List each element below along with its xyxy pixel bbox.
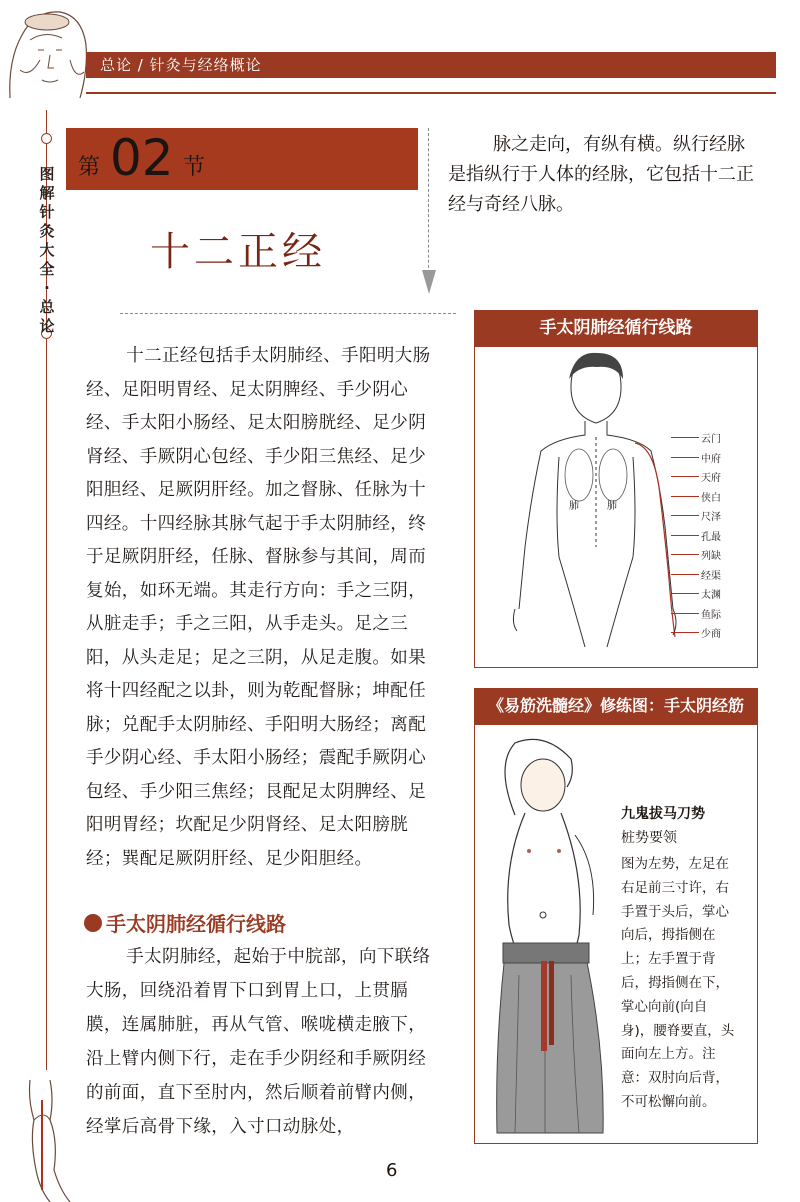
- pose-subtitle: 桩势要领: [621, 830, 677, 846]
- corner-face-illustration: [0, 0, 95, 100]
- bullet-dot-icon: [84, 914, 102, 932]
- acupoint-leader-line: [671, 515, 699, 516]
- lung-label-left: 肺: [569, 501, 579, 512]
- acupoint-label: 孔最: [701, 531, 721, 543]
- acupoint-leader-line: [671, 496, 699, 497]
- arrow-line: [428, 128, 430, 278]
- figure2-frame: [474, 724, 758, 1144]
- figure2-caption: 《易筋洗髓经》修练图：手太阴经筋: [474, 688, 758, 724]
- pose-description: 图为左势，左足在右足前三寸许，右手置于头后，掌心向后，拇指侧在上；左手置于背后，拇指侧在下，掌心向前(向自身)，腰脊要直，头面向左上方。注意：双肘向后背，不可松懈向前。: [621, 856, 735, 1110]
- intro-text: 脉之走向，有纵有横。纵行经脉是指纵行于人体的经脉，它包括十二正经与奇经八脉。: [448, 134, 754, 215]
- acupoint-leader-line: [671, 593, 699, 594]
- acupoint-leader-line: [671, 437, 699, 438]
- header-breadcrumb: 总论 / 针灸与经络概论: [100, 56, 262, 74]
- section-title: 十二正经: [150, 229, 326, 275]
- section-prefix: 第: [78, 155, 101, 180]
- acupoint-label: 尺泽: [701, 512, 721, 523]
- page-number: 6: [386, 1160, 398, 1181]
- body-paragraph-1: 十二正经包括手太阴肺经、手阳明大肠经、足阳明胃经、足太阴脾经、手少阴心经、手太阳小肠经、足太阳膀胱经、足少阴肾经、手厥阴心包经、手少阳三焦经、足少阳胆经、足厥阴肝经。加之督脉、任脉为十四经。十四经脉其脉气起于手太阴肺经，终于足厥阴肝经，任脉、督脉参与其间，周而复始，如环无端。其走行方向：手之三阴，从脏走手；手之三阳，从手走头。足之三阳，从头走足；足之三阴，从足走腹。如果将十四经配之以卦，则为乾配督脉；坤配任脉；兑配手太阴肺经、手阳明大肠经；离配手少阴心经、手太阳小肠经；震配手厥阴心包经、手少阳三焦经；艮配足太阴脾经、足阳明胃经；坎配足少阴肾经、足太阳膀胱经；巽配足厥阴肝经、足少阳胆经。: [86, 346, 431, 869]
- acupoint-leader-line: [671, 476, 699, 477]
- acupoint-leader-line: [671, 574, 699, 575]
- acupoint-label: 经渠: [701, 570, 721, 582]
- acupoint-label: 太渊: [701, 590, 721, 601]
- acupoint-label: 天府: [701, 473, 721, 484]
- acupoint-leader-line: [671, 535, 699, 536]
- figure1-caption: 手太阴肺经循行线路: [474, 310, 758, 346]
- lung-label-right: 肺: [607, 501, 617, 512]
- body-paragraph-2: 手太阴肺经，起始于中脘部，向下联络大肠，回绕沿着胃下口到胃上口，上贯膈膜，连属肺脏，再从气管、喉咙横走腋下，沿上臂内侧下行，走在手少阴经和手厥阴经的前面，直下至肘内，然后顺着前臂内侧，经掌后高骨下缘，入寸口动脉处，: [86, 947, 431, 1137]
- acupoint-leader-line: [671, 457, 699, 458]
- arrow-down-icon: [422, 270, 436, 294]
- acupoint-label: 中府: [701, 453, 721, 465]
- corner-hand-illustration: [10, 1080, 80, 1202]
- acupoint-label: 少商: [701, 629, 721, 640]
- subheading: 手太阴肺经循行线路: [106, 912, 286, 936]
- figure1-frame: [474, 346, 758, 668]
- acupoint-label: 列缺: [701, 551, 721, 562]
- pose-name: 九鬼拔马刀势: [621, 806, 705, 822]
- dashed-divider: [120, 313, 456, 314]
- side-circle-top: [41, 133, 52, 144]
- header-rule: [86, 92, 776, 94]
- side-vertical-title: 图解针灸大全·总论: [39, 165, 55, 335]
- acupoint-leader-line: [671, 613, 699, 614]
- section-suffix: 节: [183, 155, 206, 180]
- acupoint-label: 鱼际: [701, 609, 721, 621]
- acupoint-label: 侠白: [701, 492, 721, 504]
- acupoint-leader-line: [671, 554, 699, 555]
- section-number: 02: [110, 129, 174, 187]
- acupoint-leader-line: [671, 632, 699, 633]
- acupoint-label: 云门: [701, 434, 721, 445]
